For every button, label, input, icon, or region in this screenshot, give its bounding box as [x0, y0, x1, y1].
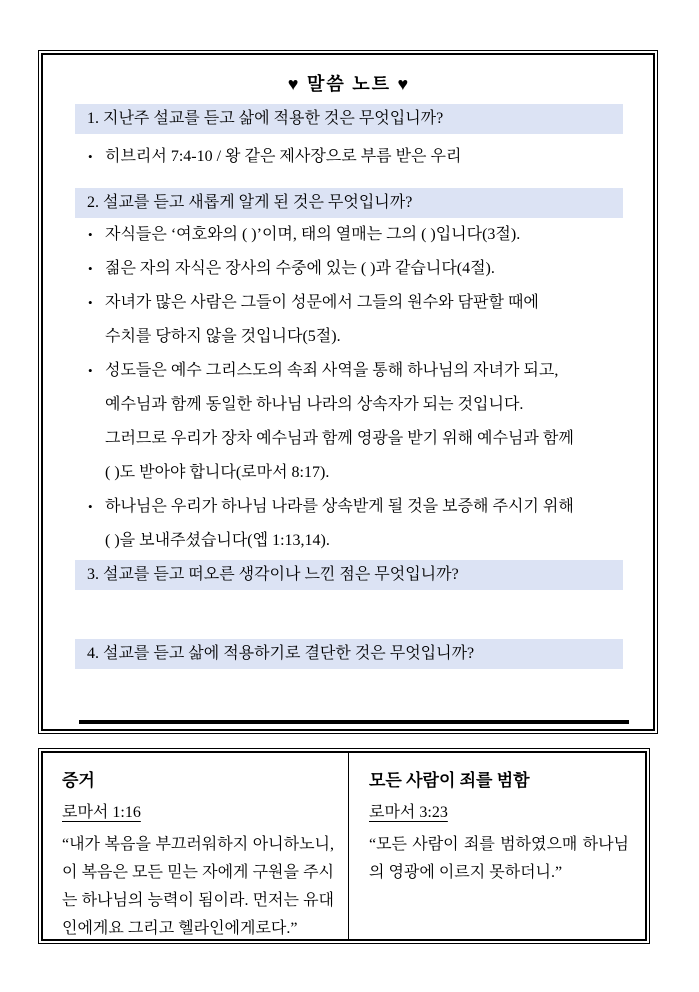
bullet-icon: •: [88, 295, 93, 310]
bullet-icon: •: [88, 261, 93, 276]
answer-text: ( )을 보내주셨습니다(엡 1:13,14).: [105, 532, 330, 549]
verse-panel: [38, 748, 650, 944]
answer-continuation: [75, 422, 623, 456]
question-1-answers: [75, 138, 623, 176]
question-2-answers: [75, 218, 623, 558]
answer-bullet: [75, 286, 623, 320]
answer-bullet: [75, 354, 623, 388]
verse-reference: 로마서 3:23: [369, 804, 448, 821]
note-bottom-rule: [79, 720, 629, 724]
note-panel: [38, 50, 658, 734]
evidence-column: [43, 753, 349, 939]
answer-text: 하나님은 우리가 하나님 나라를 상속받게 될 것을 보증해 주시기 위해: [105, 498, 574, 515]
verse-quote: “모든 사람이 죄를 범하였으매 하나님의 영광에 이르지 못하더니.”: [369, 836, 629, 881]
answer-text: 자녀가 많은 사람은 그들이 성문에서 그들의 원수와 담판할 때에: [105, 294, 539, 311]
answer-text: 젊은 자의 자식은 장사의 수중에 있는 ( )과 같습니다(4절).: [105, 260, 495, 277]
note-panel-inner-border: [41, 53, 655, 731]
answer-text: 성도들은 예수 그리스도의 속죄 사역을 통해 하나님의 자녀가 되고,: [105, 362, 559, 379]
bullet-icon: •: [88, 499, 93, 514]
answer-text: 히브리서 7:4-10 / 왕 같은 제사장으로 부름 받은 우리: [105, 148, 462, 165]
answer-continuation: [75, 388, 623, 422]
answer-bullet: [75, 252, 623, 286]
verse-columns: [43, 753, 645, 939]
verse-reference: 로마서 1:16: [62, 804, 141, 821]
bullet-icon: •: [88, 227, 93, 242]
verse-quote: “내가 복음을 부끄러워하지 아니하노니, 이 복음은 모든 믿는 자에게 구원을 주시는 하나님의 능력이 됨이라. 먼저는 유대인에게요 그리고 헬라인에게로다.”: [62, 836, 334, 937]
answer-bullet: [75, 218, 623, 252]
bullet-icon: •: [88, 149, 93, 164]
answer-bullet: [75, 138, 623, 176]
answer-continuation: [75, 456, 623, 490]
verse-panel-inner-border: [41, 751, 647, 941]
answer-text: 자식들은 ‘여호와의 ( )’이며, 태의 열매는 그의 ( )입니다(3절).: [105, 226, 521, 243]
answer-text: 예수님과 함께 동일한 하나님 나라의 상속자가 되는 것입니다.: [105, 396, 524, 413]
note-title: ♥ 말씀 노트 ♥: [287, 74, 411, 94]
answer-bullet: [75, 490, 623, 524]
question-1-header: 1. 지난주 설교를 듣고 삶에 적용한 것은 무엇입니까?: [75, 104, 623, 134]
answer-text: ( )도 받아야 합니다(로마서 8:17).: [105, 464, 330, 481]
answer-text: 수치를 당하지 않을 것입니다(5절).: [105, 328, 341, 345]
question-3-header: 3. 설교를 듣고 떠오른 생각이나 느낀 점은 무엇입니까?: [75, 560, 623, 590]
bullet-icon: •: [88, 363, 93, 378]
answer-continuation: [75, 320, 623, 354]
answer-text: 그러므로 우리가 장차 예수님과 함께 영광을 받기 위해 예수님과 함께: [105, 430, 574, 447]
question-4-header: 4. 설교를 듣고 삶에 적용하기로 결단한 것은 무엇입니까?: [75, 639, 623, 669]
question-2-header: 2. 설교를 듣고 새롭게 알게 된 것은 무엇입니까?: [75, 188, 623, 218]
verse-title: 증거: [62, 771, 95, 790]
verse-title: 모든 사람이 죄를 범함: [369, 771, 530, 790]
note-content: [43, 71, 653, 669]
answer-continuation: [75, 524, 623, 558]
sin-column: [349, 753, 645, 939]
